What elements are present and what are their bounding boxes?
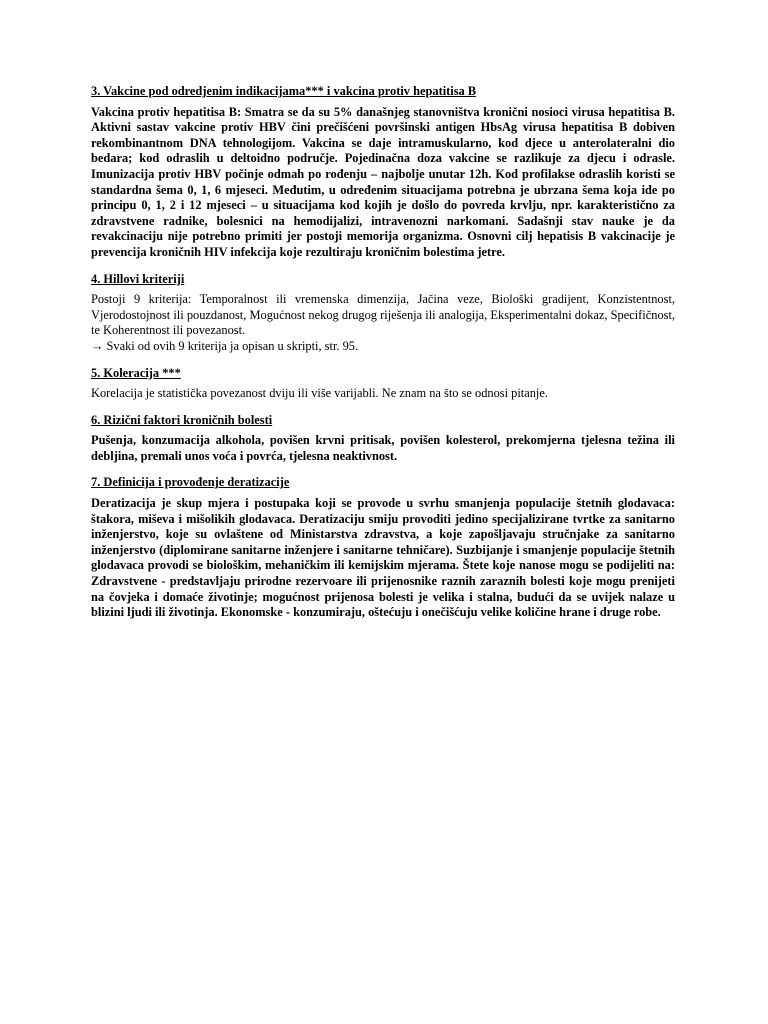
section-text-hill-criteria: Postoji 9 kriterija: Temporalnost ili vremenska dimenzija, Jačina veze, Biološki gradijent, Konzistentnost, Vjerodostojnost ili pouzdanost, Mogućnost nekog drugog riješenja ili analogija, Eksperimentalni dokaz, Specifičnost, te Koherentnost ili povezanost.: [91, 292, 675, 338]
section-body-hepatitis-b: [91, 105, 675, 261]
section-body-correlation: Korelacija je statistička povezanost dviju ili više varijabli. Ne znam na što se odnosi pitanje.: [91, 386, 548, 401]
document-page: [91, 84, 675, 626]
section-body-risk-factors: Pušenja, konzumacija alkohola, povišen krvni pritisak, povišen kolesterol, prekomjerna tjelesna težina ili debljina, premali unos voća i povrća, tjelesna neaktivnost.: [91, 433, 675, 463]
section-heading-hill-criteria: 4. Hillovi kriteriji: [91, 271, 185, 286]
section-lead-hepatitis-b: Vakcina protiv hepatitisa B:: [91, 104, 242, 119]
section-text-hepatitis-b: Smatra se da su 5% današnjeg stanovništva kronični nosioci virusa hepatitisa B. Aktivni sastav vakcine protiv HBV čini prečišćeni površinski antigen HbsAg virusa hepatitisa B dobiven rekombinantnom DNA tehnologijom. Vakcina se daje intramuskularno, kod djece u anterolateralni dio bedara; kod odraslih u deltoidno područje. Pojedinačna doza vakcine se razlikuje za djecu i odrasle. Imunizacija protiv HBV počinje odmah po rođenju – najbolje unutar 12h. Kod profilakse odraslih koristi se standardna šema 0, 1, 6 mjeseci. Međutim, u određenim situacijama potrebna je ubrzana šema koja ide po principu 0, 1, 2 i 12 mjeseci – u situacijama kod kojih je došlo do povreda krvlju, npr. karakteristično za zdravstvene radnike, bolesnici na hemodijalizi, intravenozni narkomani. Sadašnji stav nauke je da revakcinaciju nije potrebno primiti jer postoji memorija organizma. Osnovni cilj hepatisis B vakcinacije je prevencija kroničnih HIV infekcija koje rezultiraju kroničnim bolestima jetre.: [91, 104, 676, 259]
section-heading-risk-factors: 6. Rizični faktori kroničnih bolesti: [91, 412, 273, 427]
section-heading-hepatitis-b: 3. Vakcine pod odredjenim indikacijama*** i vakcina protiv hepatitisa B: [91, 84, 477, 98]
section-heading-deratization: 7. Definicija i provođenje deratizacije: [91, 475, 290, 490]
section-body-deratization: Deratizacija je skup mjera i postupaka koji se provode u svrhu smanjenja populacije štetnih glodavaca: štakora, miševa i mišolikih glodavaca. Deratizaciju smiju provoditi jedino specijalizirane tvrtke za sanitarno inženjerstvo, koje su ovlaštene od Ministarstva zdravstva, a koje zapošljavaju stručnjake za sanitarno inženjerstvo (diplomirane sanitarne inženjere i sanitarne tehničare). Suzbijanje i smanjenje populacije štetnih glodavaca provodi se biološkim, mehaničkim ili kemijskim mjerama. Štete koje nanose mogu se podijeliti na: Zdravstvene - predstavljaju prirodne rezervoare ili prijenosnike raznih zaraznih bolesti koje mogu prenijeti na čovjeka i domaće životinje; mogućnost prijenosa bolesti je velika i stalna, budući da se uvijek nalaze u blizini ljudi ili životinja. Ekonomske - konzumiraju, oštećuju i onečišćuju velike količine hrane i druge robe.: [91, 496, 675, 620]
section-note-hill-criteria: → Svaki od ovih 9 kriterija ja opisan u skripti, str. 95.: [91, 338, 359, 353]
section-body-hill-criteria: [91, 292, 675, 354]
section-heading-correlation: 5. Koleracija ***: [91, 365, 181, 380]
